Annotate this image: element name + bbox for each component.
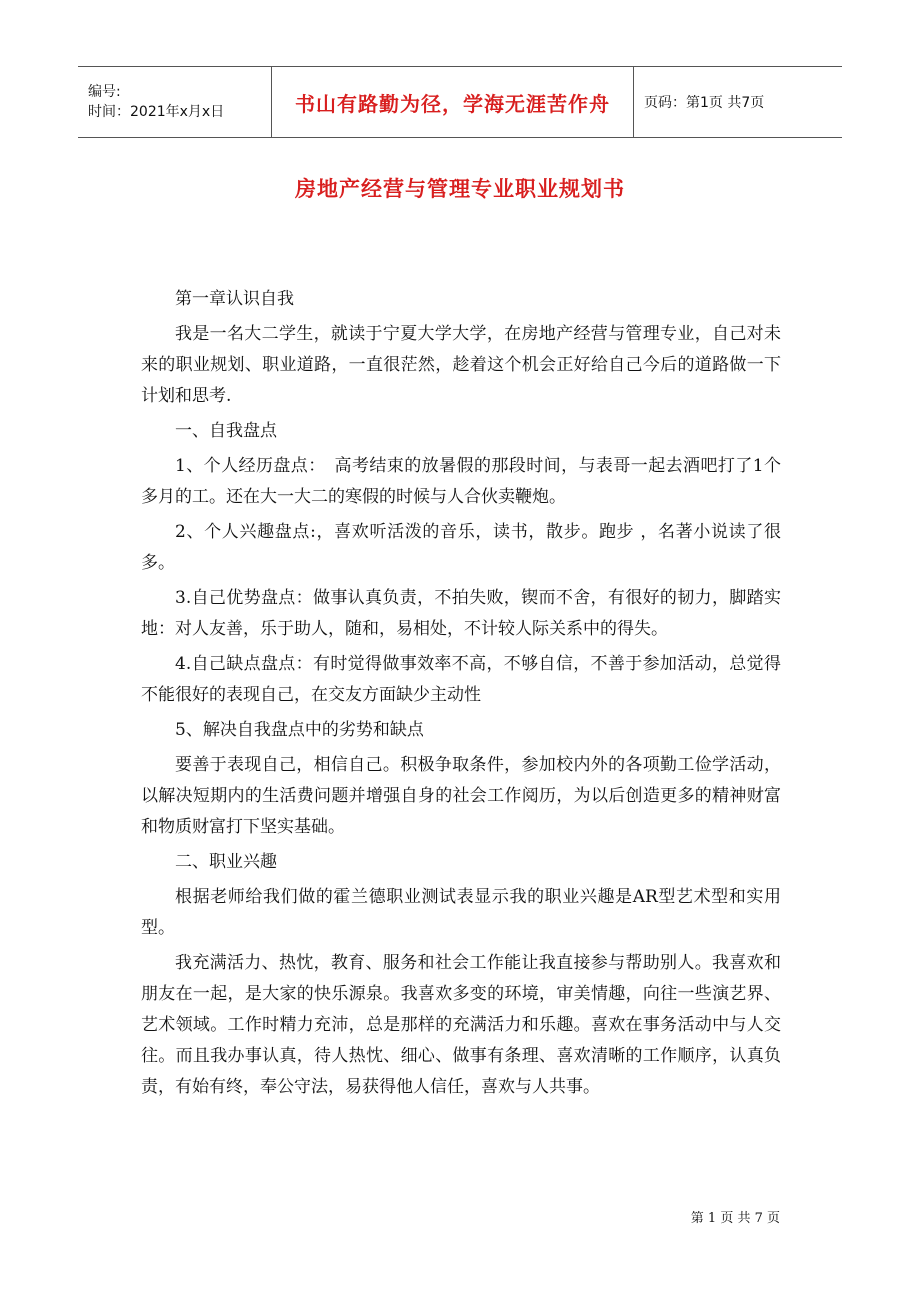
document-body — [141, 284, 781, 1107]
body-paragraph: 根据老师给我们做的霍兰德职业测试表显示我的职业兴趣是AR型艺术型和实用型。 — [141, 887, 781, 938]
body-paragraph: 要善于表现自己，相信自己。积极争取条件，参加校内外的各项勤工俭学活动，以解决短期内的生活费问题并增强自身的社会工作阅历，为以后创造更多的精神财富和物质财富打下坚实基础。 — [141, 755, 781, 837]
body-paragraph: 4.自己缺点盘点：有时觉得做事效率不高，不够自信，不善于参加活动，总觉得不能很好的表现自己，在交友方面缺少主动性 — [141, 654, 781, 705]
section-heading: 二、职业兴趣 — [175, 852, 277, 872]
chapter-heading: 第一章认识自我 — [175, 289, 294, 309]
section-heading: 一、自我盘点 — [175, 421, 277, 441]
header-meta — [78, 67, 272, 137]
page-header — [78, 66, 842, 138]
body-paragraph: 我充满活力、热忱，教育、服务和社会工作能让我直接参与帮助别人。我喜欢和朋友在一起，是大家的快乐源泉。我喜欢多变的环境，审美情趣，向往一些演艺界、艺术领域。工作时精力充沛，总是那样的充满活力和乐趣。喜欢在事务活动中与人交往。而且我办事认真，待人热忱、细心、做事有条理、喜欢清晰的工作顺序，认真负责，有始有终，奉公守法，易获得他人信任，喜欢与人共事。 — [141, 953, 781, 1097]
body-paragraph: 5、解决自我盘点中的劣势和缺点 — [175, 720, 424, 740]
document-title: 房地产经营与管理专业职业规划书 — [295, 176, 625, 201]
page-footer: 第 1 页 共 7 页 — [690, 1211, 780, 1226]
body-paragraph: 3.自己优势盘点：做事认真负责，不拍失败，锲而不舍，有很好的韧力，脚踏实地：对人友善，乐于助人，随和，易相处，不计较人际关系中的得失。 — [141, 588, 781, 639]
header-page-cell — [634, 67, 842, 137]
body-paragraph: 2、个人兴趣盘点:，喜欢听活泼的音乐，读书，散步。跑步 ，名著小说读了很多。 — [141, 522, 781, 573]
header-motto: 书山有路勤为径，学海无涯苦作舟 — [295, 91, 610, 116]
header-page-info: 页码：第1页 共7页 — [644, 95, 765, 111]
body-paragraph: 1、个人经历盘点： 高考结束的放暑假的那段时间，与表哥一起去酒吧打了1个多月的工。还在大一大二的寒假的时候与人合伙卖鞭炮。 — [141, 456, 781, 507]
header-motto-cell — [272, 67, 634, 137]
body-paragraph: 我是一名大二学生，就读于宁夏大学大学，在房地产经营与管理专业，自己对未来的职业规划、职业道路，一直很茫然，趁着这个机会正好给自己今后的道路做一下计划和思考. — [141, 324, 781, 406]
serial-label: 编号: — [88, 84, 121, 100]
time-label: 时间：2021年x月x日 — [88, 104, 225, 120]
